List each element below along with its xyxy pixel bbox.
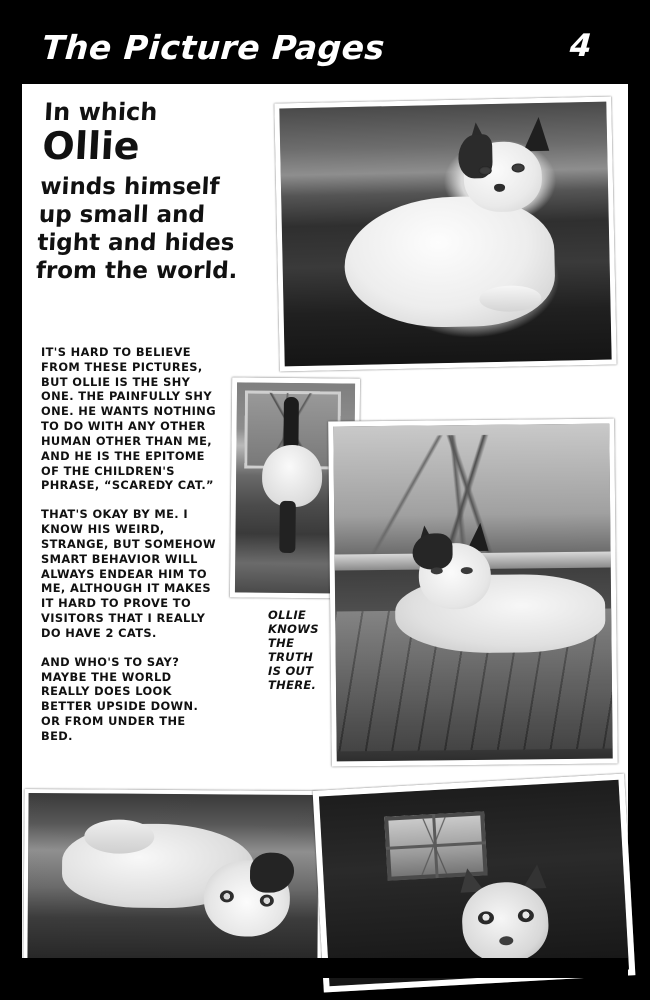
photo-ollie-floor-image	[333, 424, 612, 762]
photo-ollie-upsidedown	[23, 789, 322, 967]
cat-body-shape	[262, 445, 323, 508]
article-paragraph: IT'S HARD TO BELIEVE FROM THESE PICTURES, BUT OLLIE IS THE SHY ONE. THE PAINFULLY SHY ONE. HE WANTS NOTHING TO DO WITH ANY OTHER HUMAN OTHER THAN ME, AND HE IS THE EPITOME OF THE CHILDREN'S PHRASE, “SCAREDY CAT.”	[41, 345, 216, 493]
cat-paws-shape	[84, 819, 154, 853]
article-paragraph: THAT'S OKAY BY ME. I KNOW HIS WEIRD, STRANGE, BUT SOMEHOW SMART BEHAVIOR WILL ALWAYS ENDEAR HIM TO ME, ALTHOUGH IT MAKES IT HARD TO PROVE TO VISITORS THAT I REALLY DO HAVE 2 CATS.	[41, 507, 216, 640]
cat-legs-shape	[279, 501, 296, 553]
photo-ollie-floor	[328, 419, 618, 767]
article-body	[41, 345, 217, 758]
cat-head-patch-shape	[412, 533, 452, 569]
photo-ollie-upsidedown-image	[27, 793, 318, 963]
headline-subject-name: Ollie	[41, 124, 141, 169]
photo-caption: OLLIE KNOWS THE TRUTH IS OUT THERE.	[268, 608, 319, 693]
cat-head-shape	[460, 880, 550, 965]
headline-line-1: In which	[43, 98, 159, 126]
photo-ollie-loaf-image	[279, 102, 611, 367]
photo-ollie-window-image	[319, 780, 629, 986]
headline-block	[35, 100, 260, 285]
footer-bar	[22, 958, 628, 978]
masthead-bar	[22, 22, 628, 84]
cat-eye-right-shape	[260, 895, 274, 907]
page-number: 4	[569, 28, 594, 64]
headline-line-rest: winds himself up small and tight and hides from the world.	[35, 174, 239, 285]
page-title: The Picture Pages	[40, 28, 387, 67]
cat-ear-right-shape	[523, 117, 550, 152]
cat-eye-left-shape	[220, 890, 234, 902]
photo-ollie-loaf	[274, 97, 617, 372]
article-paragraph: AND WHO'S TO SAY? MAYBE THE WORLD REALLY DOES LOOK BETTER UPSIDE DOWN. OR FROM UNDER THE BED.	[41, 654, 199, 743]
